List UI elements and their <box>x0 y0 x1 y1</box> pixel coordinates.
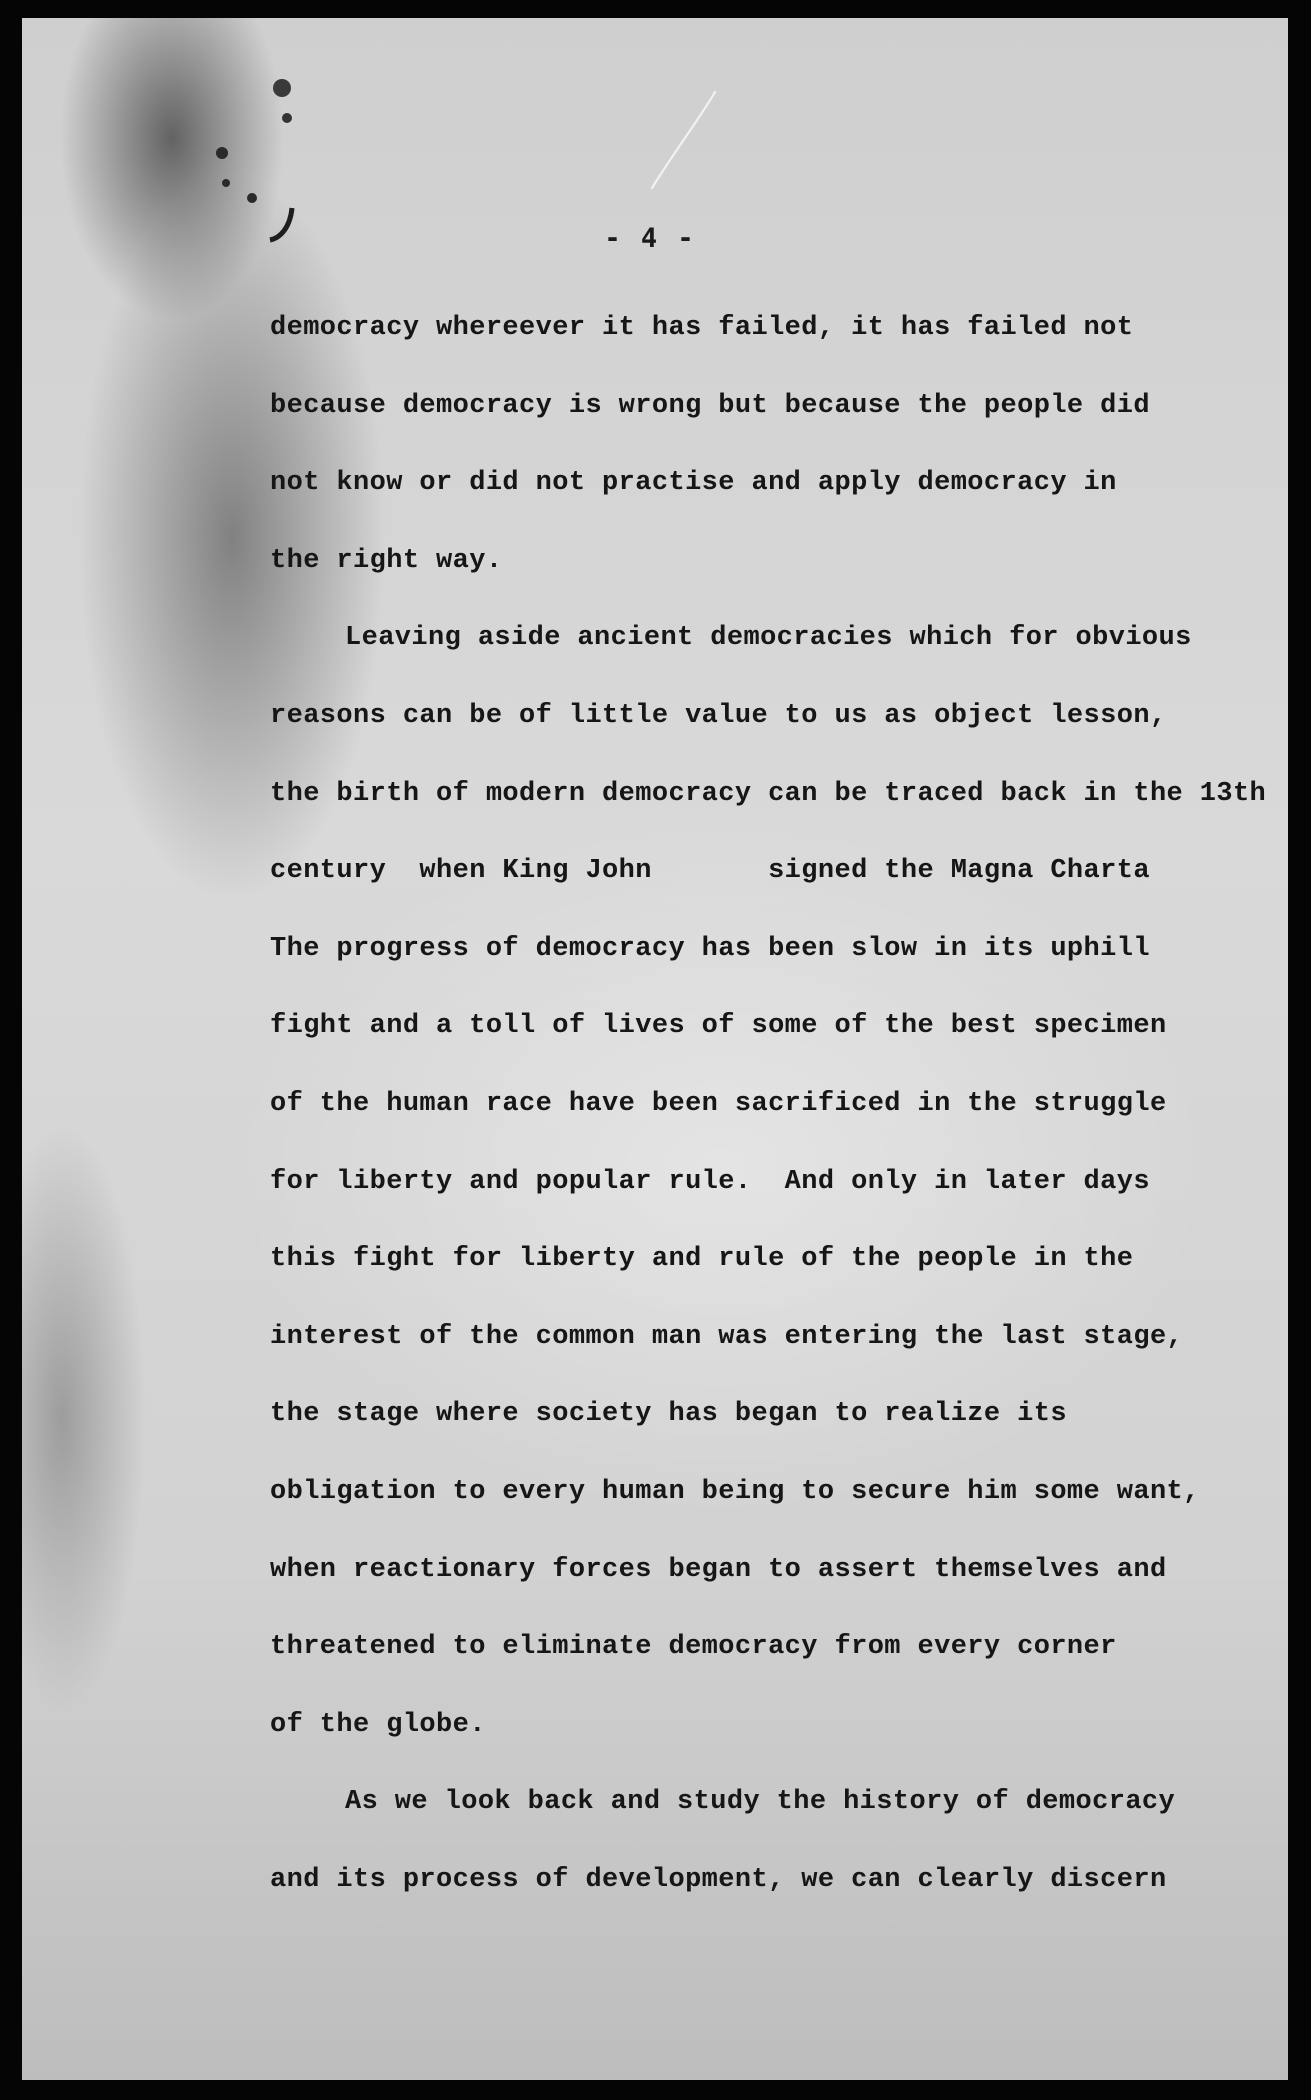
body-text <box>270 290 1270 1919</box>
text-line: reasons can be of little value to us as object lesson, <box>270 700 1167 731</box>
text-line: for liberty and popular rule. And only in later days <box>270 1166 1150 1197</box>
text-line: obligation to every human being to secure him some want, <box>270 1476 1200 1507</box>
text-line: Leaving aside ancient democracies which for obvious <box>345 623 1192 654</box>
page-number: - 4 - <box>604 223 696 254</box>
text-line: the birth of modern democracy can be traced back in the 13th <box>270 778 1267 809</box>
text-line: not know or did not practise and apply democracy in <box>270 468 1117 499</box>
text-line: century when King John signed the Magna Charta <box>270 856 1150 887</box>
text-line: this fight for liberty and rule of the people in the <box>270 1244 1134 1275</box>
text-line: democracy whereever it has failed, it has failed not <box>270 313 1134 343</box>
text-line: when reactionary forces began to assert themselves and <box>270 1554 1167 1585</box>
text-line: fight and a toll of lives of some of the best specimen <box>270 1011 1167 1042</box>
text-line: the right way. <box>270 545 503 576</box>
text-line: and its process of development, we can clearly discern <box>270 1864 1167 1895</box>
text-line: The progress of democracy has been slow in its uphill <box>270 933 1150 964</box>
text-line: As we look back and study the history of democracy <box>345 1787 1176 1818</box>
text-line: of the globe. <box>270 1709 486 1740</box>
text-line: threatened to eliminate democracy from every corner <box>270 1632 1117 1663</box>
text-line: of the human race have been sacrificed in the struggle <box>270 1088 1167 1119</box>
pencil-checkmark <box>630 88 720 198</box>
text-line: because democracy is wrong but because the people did <box>270 390 1150 421</box>
typewritten-page <box>22 18 1288 2080</box>
text-line: the stage where society has began to realize its <box>270 1399 1067 1430</box>
text-line: interest of the common man was entering the last stage, <box>270 1321 1184 1352</box>
